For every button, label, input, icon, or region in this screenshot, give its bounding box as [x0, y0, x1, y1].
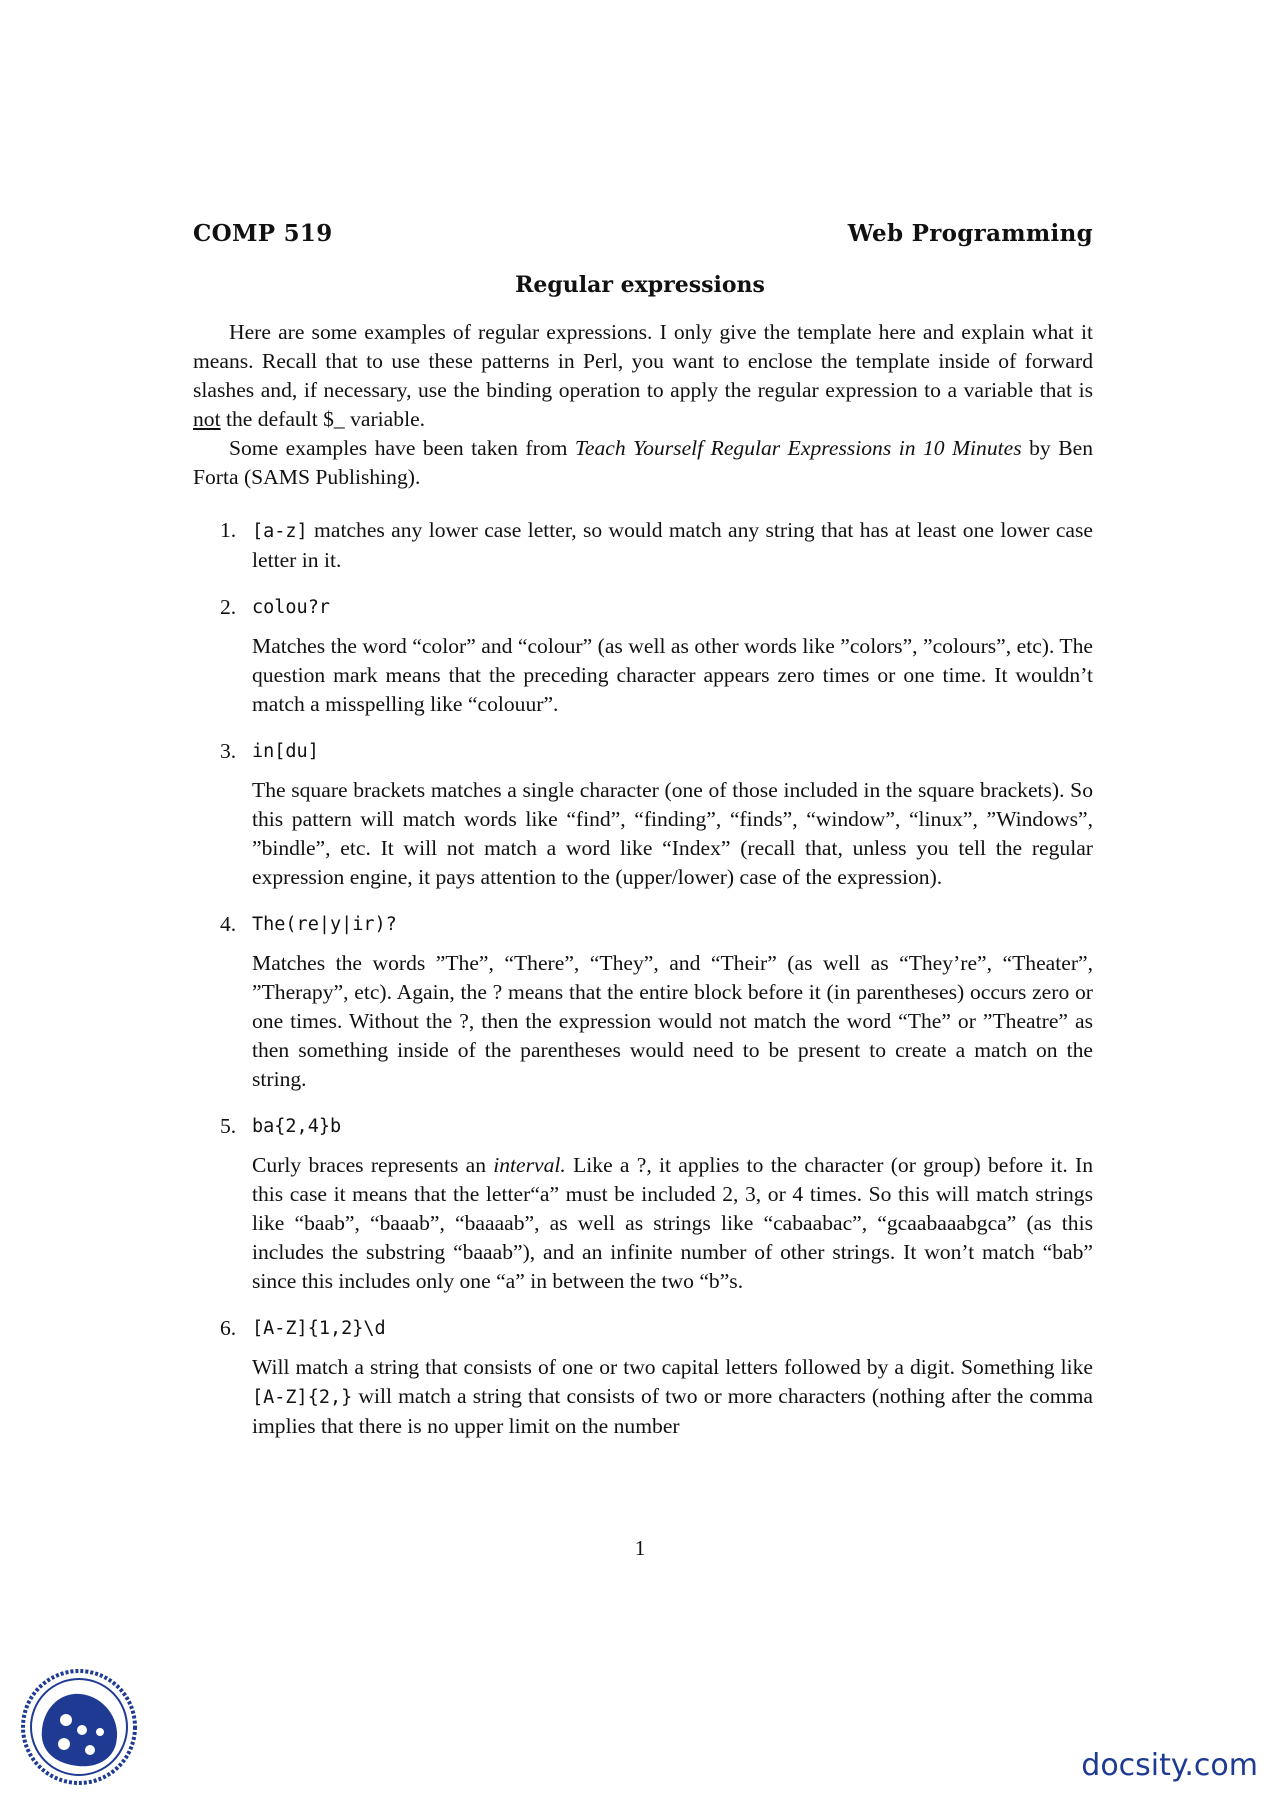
- intro-paragraph-2: [193, 434, 1093, 492]
- watermark[interactable]: docsity.com: [1081, 1748, 1258, 1783]
- item-text: matches any lower case letter, so would match any string that has at least one lower case letter in it.: [252, 518, 1093, 572]
- description-text: will match a string that consists of two or more characters (nothing after the comma implies that there is no upper limit on the number: [252, 1384, 1093, 1438]
- inline-code: [A-Z]{2,}: [252, 1387, 353, 1408]
- item-description: [252, 1353, 1093, 1441]
- item-description: Matches the words ”The”, “There”, “They”, and “Their” (as well as “They’re”, “Theater”, ”Therapy”, etc). Again, the ? means that the entire block before it (in parentheses) occurs zero or one times. Without the ?, then the expression would not match the word “The” or ”Theatre” as then something inside of the parentheses would need to be present to create a match on the string.: [252, 951, 1093, 1091]
- page-number: 1: [634, 1536, 646, 1560]
- description-text: Like a ?, it applies to the character (or group) before it. In this case it means that the letter“a” must be included 2, 3, or 4 times. So this will match strings like “baab”, “baaab”, “baaaab”, as well as strings like “cabaabac”, “gcaabaaabgca” (as this includes the substring “baaab”), and an infinite number of other strings. It won’t match “bab” since this includes only one “a” in between the two “b”s.: [252, 1153, 1093, 1293]
- docsity-logo-icon: [20, 1668, 138, 1786]
- item-description: The square brackets matches a single character (one of those included in the square brackets). So this pattern will match words like “find”, “finding”, “finds”, “window”, “linux”, ”Windows”, ”bindle”, etc. It will not match a word like “Index” (recall that, unless you tell the regular expression engine, it pays attention to the (upper/lower) case of the expression).: [252, 778, 1093, 889]
- book-title: Teach Yourself Regular Expressions in 10 Minutes: [574, 436, 1022, 460]
- intro-text: the default $_ variable.: [220, 407, 426, 431]
- intro-paragraph-1: [193, 318, 1093, 434]
- course-code: COMP 519: [193, 220, 333, 247]
- intro-text: Here are some examples of regular expressions. I only give the template here and explain what it means. Recall that to use these patterns in Perl, you want to enclose the template inside of forward slashes and, if necessary, use the binding operation to apply the regular expression to a variable that is: [193, 320, 1093, 402]
- list-item: [193, 737, 1093, 892]
- list-item: [193, 910, 1093, 1094]
- description-text: Curly braces represents an: [252, 1153, 494, 1177]
- regex-pattern: [a-z]: [252, 521, 308, 542]
- item-description: [252, 1151, 1093, 1296]
- regex-pattern: The(re|y|ir)?: [252, 914, 397, 935]
- regex-pattern: ba{2,4}b: [252, 1116, 342, 1137]
- regex-pattern: colou?r: [252, 597, 330, 618]
- item-number: 2.: [220, 595, 237, 619]
- course-name: Web Programming: [847, 220, 1093, 247]
- list-item: [193, 593, 1093, 719]
- underlined-word: not: [193, 407, 221, 431]
- item-description: Matches the word “color” and “colour” (as well as other words like ”colors”, ”colours”, etc). The question mark means that the preceding character appears zero times or one time. It wouldn’t match a misspelling like “colouur”.: [252, 634, 1093, 716]
- regex-pattern: in[du]: [252, 741, 319, 762]
- item-number: 3.: [220, 739, 237, 763]
- item-number: 4.: [220, 912, 237, 936]
- intro-text: Some examples have been taken from: [229, 436, 575, 460]
- item-number: 5.: [220, 1114, 237, 1138]
- examples-list: [193, 516, 1093, 1441]
- list-item: [193, 1112, 1093, 1296]
- list-item: [193, 516, 1093, 575]
- intro-text: by Ben Forta (SAMS Publishing).: [193, 436, 1093, 489]
- emphasized-word: interval.: [493, 1153, 566, 1177]
- description-text: Will match a string that consists of one or two capital letters followed by a digit. Something like: [252, 1355, 1093, 1379]
- item-number: 1.: [220, 518, 237, 542]
- document-title: Regular expressions: [515, 272, 765, 298]
- document-body: [193, 318, 1093, 1459]
- regex-pattern: [A-Z]{1,2}\d: [252, 1318, 386, 1339]
- list-item: [193, 1314, 1093, 1441]
- item-number: 6.: [220, 1316, 237, 1340]
